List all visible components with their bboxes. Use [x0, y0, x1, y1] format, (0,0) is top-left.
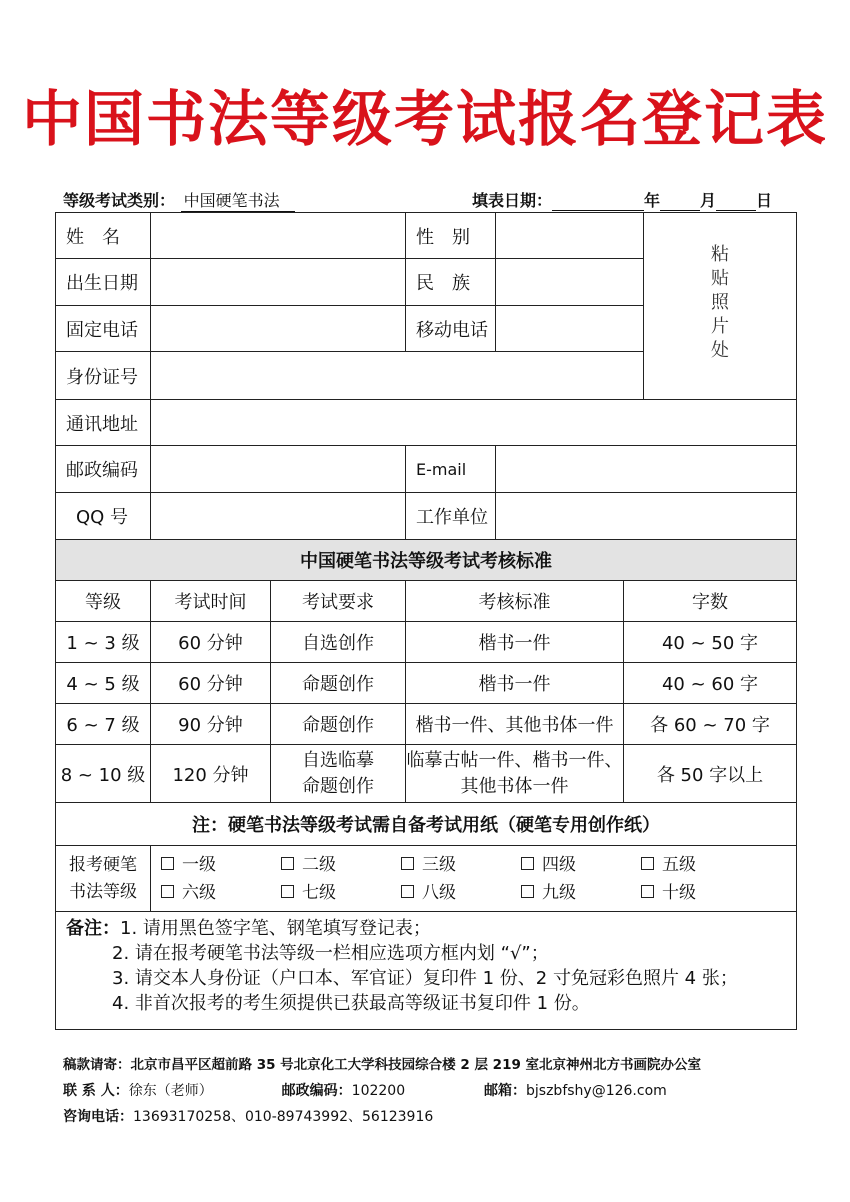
- col-header-standard: 考核标准: [406, 581, 624, 622]
- name-field[interactable]: [151, 213, 406, 259]
- level-checkbox[interactable]: [641, 880, 761, 907]
- col-header-requirement: 考试要求: [271, 581, 406, 622]
- day-field[interactable]: [716, 194, 756, 211]
- send-label: 稿款请寄：: [63, 1057, 131, 1073]
- mobile-label: 移动电话: [406, 306, 496, 352]
- checkbox-label: 六级: [182, 882, 216, 903]
- standard-heading: 中国硬笔书法等级考试考核标准: [56, 540, 797, 581]
- ethnicity-label: 民 族: [406, 259, 496, 306]
- paper-note: 注：硬笔书法等级考试需自备考试用纸（硬笔专用创作纸）: [56, 803, 797, 846]
- checkbox-label: 四级: [542, 854, 576, 875]
- col-header-level: 等级: [56, 581, 151, 622]
- send-value: 北京市昌平区超前路 35 号北京化工大学科技园综合楼 2 层 219 室北京神州北方书画院办公室: [130, 1057, 702, 1073]
- cell-time: 120 分钟: [151, 745, 271, 803]
- cell-standard: [406, 745, 624, 803]
- checkbox-label: 一级: [182, 854, 216, 875]
- checkbox-label: 三级: [422, 854, 456, 875]
- checkbox-box[interactable]: [641, 857, 654, 870]
- col-header-time: 考试时间: [151, 581, 271, 622]
- month-field[interactable]: [660, 194, 700, 211]
- col-header-count: 字数: [624, 581, 797, 622]
- checkbox-box[interactable]: [401, 885, 414, 898]
- cell-count: 各 50 字以上: [624, 745, 797, 803]
- cell-count: 40 ~ 50 字: [624, 622, 797, 663]
- photo-char: 照: [711, 292, 730, 313]
- table-row: [56, 704, 797, 745]
- standard-line: 其他书体一件: [460, 775, 569, 797]
- id-label: 身份证号: [56, 352, 151, 400]
- registration-form: [55, 212, 797, 1030]
- workplace-field[interactable]: [496, 493, 797, 540]
- level-checkbox[interactable]: [161, 852, 281, 879]
- day-label: 日: [756, 191, 773, 210]
- mobile-field[interactable]: [496, 306, 644, 352]
- checkbox-box[interactable]: [161, 857, 174, 870]
- level-label: [56, 846, 151, 912]
- address-field[interactable]: [151, 400, 797, 446]
- fill-date: [472, 188, 772, 211]
- tel-label: 咨询电话：: [63, 1109, 133, 1125]
- checkbox-box[interactable]: [281, 885, 294, 898]
- postcode-label: 邮政编码: [56, 446, 151, 493]
- level-checkbox[interactable]: [521, 852, 641, 879]
- cell-requirement: 自选创作: [271, 622, 406, 663]
- level-checkbox[interactable]: [281, 852, 401, 879]
- cell-level: 8 ~ 10 级: [56, 745, 151, 803]
- cell-time: 90 分钟: [151, 704, 271, 745]
- level-options: [151, 846, 797, 912]
- year-label: 年: [644, 191, 661, 210]
- remark-item: 3. 请交本人身份证（户口本、军官证）复印件 1 份、2 寸免冠彩色照片 4 张；: [112, 968, 738, 989]
- table-row: [56, 663, 797, 704]
- cell-level: 1 ~ 3 级: [56, 622, 151, 663]
- photo-char: 粘: [711, 244, 730, 265]
- remark-item: 1. 请用黑色签字笔、钢笔填写登记表；: [120, 918, 431, 939]
- photo-char: 处: [711, 340, 730, 361]
- birth-field[interactable]: [151, 259, 406, 306]
- id-field[interactable]: [151, 352, 644, 400]
- footer-address: [63, 1053, 701, 1073]
- photo-area[interactable]: [644, 213, 797, 400]
- requirement-line: 自选临摹: [302, 749, 374, 771]
- requirement-line: 命题创作: [302, 775, 374, 797]
- year-field[interactable]: [552, 194, 644, 211]
- standard-line: 临摹古帖一件、楷书一件、: [406, 749, 623, 771]
- checkbox-label: 十级: [662, 882, 696, 903]
- postcode-field[interactable]: [151, 446, 406, 493]
- gender-label: 性 别: [406, 213, 496, 259]
- category-value[interactable]: 中国硬笔书法: [181, 188, 295, 212]
- contact-label: 联 系 人：: [63, 1083, 129, 1099]
- level-checkbox[interactable]: [161, 880, 281, 907]
- address-label: 通讯地址: [56, 400, 151, 446]
- table-row: [56, 622, 797, 663]
- checkbox-box[interactable]: [281, 857, 294, 870]
- qq-field[interactable]: [151, 493, 406, 540]
- contact-value: 徐东（老师）: [128, 1083, 213, 1099]
- checkbox-label: 七级: [302, 882, 336, 903]
- checkbox-box[interactable]: [401, 857, 414, 870]
- mail-label: 邮箱：: [484, 1083, 527, 1099]
- cell-time: 60 分钟: [151, 663, 271, 704]
- level-checkbox[interactable]: [521, 880, 641, 907]
- checkbox-label: 九级: [542, 882, 576, 903]
- category-label: 等级考试类别：: [63, 191, 176, 210]
- cell-standard: 楷书一件: [406, 622, 624, 663]
- cell-time: 60 分钟: [151, 622, 271, 663]
- email-field[interactable]: [496, 446, 797, 493]
- cell-standard: 楷书一件: [406, 663, 624, 704]
- checkbox-label: 五级: [662, 854, 696, 875]
- photo-char: 片: [711, 316, 730, 337]
- month-label: 月: [700, 191, 717, 210]
- phone-field[interactable]: [151, 306, 406, 352]
- cell-requirement: 命题创作: [271, 663, 406, 704]
- level-label-line: 书法等级: [69, 881, 137, 902]
- photo-char: 贴: [711, 268, 730, 289]
- workplace-label: 工作单位: [406, 493, 496, 540]
- mail-link[interactable]: bjszbfshy@126.com: [526, 1083, 667, 1099]
- cell-level: 6 ~ 7 级: [56, 704, 151, 745]
- birth-label: 出生日期: [56, 259, 151, 306]
- exam-category: [63, 188, 295, 212]
- checkbox-box[interactable]: [521, 885, 534, 898]
- checkbox-box[interactable]: [641, 885, 654, 898]
- footer-contact: [63, 1080, 667, 1100]
- level-checkbox[interactable]: [401, 852, 521, 879]
- cell-count: 40 ~ 60 字: [624, 663, 797, 704]
- level-checkbox[interactable]: [281, 880, 401, 907]
- page-title: 中国书法等级考试报名登记表: [22, 85, 828, 155]
- level-label-line: 报考硬笔: [69, 854, 137, 875]
- date-label: 填表日期：: [472, 191, 553, 210]
- post-label: 邮政编码：: [281, 1083, 352, 1099]
- name-label: 姓 名: [56, 213, 151, 259]
- remark-item: 2. 请在报考硬笔书法等级一栏相应选项方框内划 “√”；: [112, 943, 549, 964]
- level-checkbox[interactable]: [641, 852, 761, 879]
- remark-item: 4. 非首次报考的考生须提供已获最高等级证书复印件 1 份。: [112, 993, 590, 1014]
- phone-label: 固定电话: [56, 306, 151, 352]
- cell-level: 4 ~ 5 级: [56, 663, 151, 704]
- cell-standard: 楷书一件、其他书体一件: [406, 704, 624, 745]
- table-row: [56, 745, 797, 803]
- checkbox-label: 八级: [422, 882, 456, 903]
- level-checkbox[interactable]: [401, 880, 521, 907]
- remarks: [56, 912, 797, 1030]
- checkbox-box[interactable]: [521, 857, 534, 870]
- tel-value: 13693170258、010-89743992、56123916: [133, 1109, 434, 1125]
- cell-requirement: 命题创作: [271, 704, 406, 745]
- email-label: E-mail: [406, 446, 496, 493]
- ethnicity-field[interactable]: [496, 259, 644, 306]
- post-value: 102200: [351, 1083, 406, 1099]
- checkbox-box[interactable]: [161, 885, 174, 898]
- qq-label: QQ 号: [56, 493, 151, 540]
- cell-count: 各 60 ~ 70 字: [624, 704, 797, 745]
- remarks-prefix: 备注：: [66, 918, 120, 939]
- footer-phone: [63, 1106, 433, 1126]
- cell-requirement: [271, 745, 406, 803]
- gender-field[interactable]: [496, 213, 644, 259]
- checkbox-label: 二级: [302, 854, 336, 875]
